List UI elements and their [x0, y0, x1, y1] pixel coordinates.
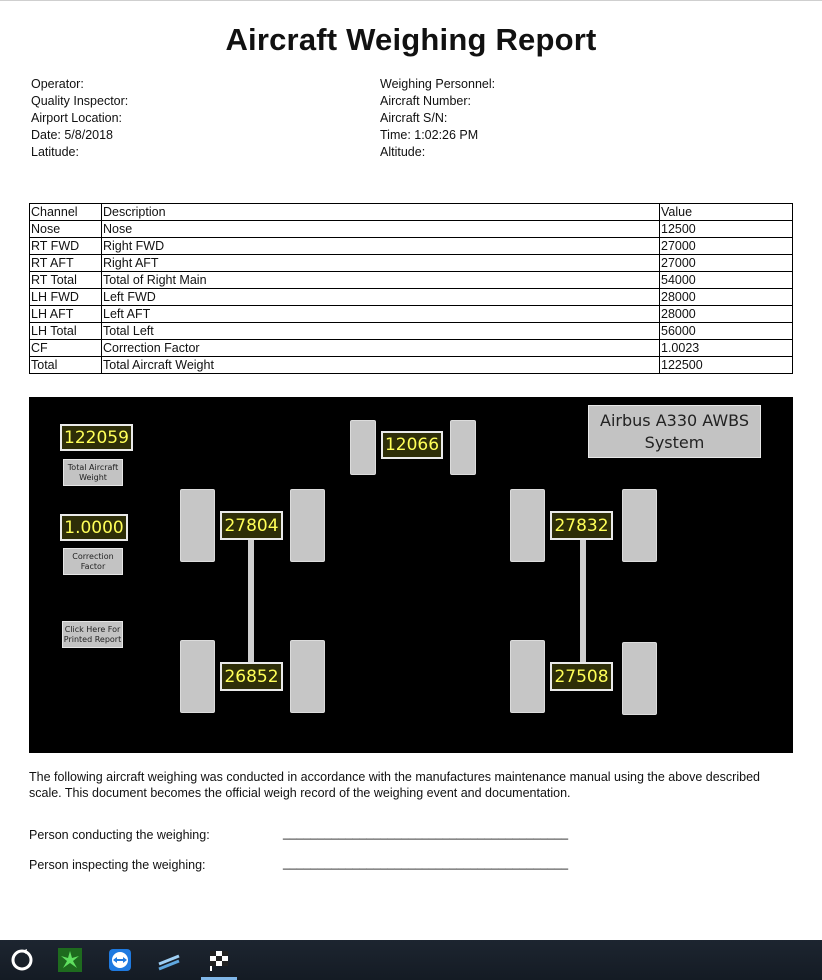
- cell-value: 122500: [660, 357, 793, 374]
- left-fwd-display: 27804: [220, 511, 283, 540]
- table-row: [30, 238, 793, 255]
- table-row: [30, 255, 793, 272]
- cell-channel: RT AFT: [30, 255, 102, 272]
- weights-table: [29, 203, 793, 374]
- aircraft-sn-field: Aircraft S/N:: [380, 111, 448, 125]
- person-conducting-label: Person conducting the weighing:: [29, 828, 210, 842]
- print-label-1: Click Here For: [64, 624, 121, 634]
- header-channel: Channel: [30, 204, 102, 221]
- cell-description: Correction Factor: [102, 340, 660, 357]
- cell-description: Total Left: [102, 323, 660, 340]
- quality-inspector-field: Quality Inspector:: [31, 94, 129, 108]
- correction-factor-button[interactable]: [63, 548, 123, 575]
- correction-factor-display: 1.0000: [60, 514, 128, 541]
- model-line-1: Airbus A330 AWBS: [600, 411, 749, 430]
- cell-channel: RT Total: [30, 272, 102, 289]
- weighing-personnel-field: Weighing Personnel:: [380, 77, 496, 91]
- cell-description: Nose: [102, 221, 660, 238]
- person-inspecting-signature-line: _________________________________________: [283, 856, 569, 870]
- info-right: [380, 76, 495, 161]
- total-weight-button[interactable]: [63, 459, 123, 486]
- table-row: [30, 306, 793, 323]
- refresh-icon[interactable]: [10, 948, 34, 972]
- cell-channel: CF: [30, 340, 102, 357]
- cell-description: Total Aircraft Weight: [102, 357, 660, 374]
- cell-value: 28000: [660, 289, 793, 306]
- right-fwd-display: 27832: [550, 511, 613, 540]
- left-fwd-wheel-inner: [290, 489, 325, 562]
- scale-app-icon[interactable]: [157, 948, 181, 972]
- cell-channel: Total: [30, 357, 102, 374]
- table-row: [30, 340, 793, 357]
- cell-value: 54000: [660, 272, 793, 289]
- leaf-app-icon[interactable]: [58, 948, 82, 972]
- time-field: Time: 1:02:26 PM: [380, 128, 479, 142]
- correction-label-1: Correction: [72, 551, 114, 561]
- table-row: [30, 221, 793, 238]
- cell-value: 27000: [660, 238, 793, 255]
- correction-label-2: Factor: [80, 561, 106, 571]
- cell-channel: LH Total: [30, 323, 102, 340]
- taskbar: [0, 940, 822, 980]
- right-aft-display: 27508: [550, 662, 613, 691]
- cell-description: Right FWD: [102, 238, 660, 255]
- table-header-row: [30, 204, 793, 221]
- table-row: [30, 323, 793, 340]
- aircraft-model-label: [588, 405, 761, 458]
- nose-wheel-right: [450, 420, 476, 475]
- info-left: [31, 76, 128, 161]
- left-gear-strut: [248, 537, 254, 665]
- cell-value: 1.0023: [660, 340, 793, 357]
- cell-value: 12500: [660, 221, 793, 238]
- date-field: Date: 5/8/2018: [31, 128, 114, 142]
- weighing-panel: [29, 397, 793, 753]
- left-aft-wheel-outer: [180, 640, 215, 713]
- table-row: [30, 289, 793, 306]
- airport-location-field: Airport Location:: [31, 111, 123, 125]
- cell-description: Left FWD: [102, 289, 660, 306]
- total-weight-label-2: Weight: [79, 472, 107, 482]
- right-aft-wheel-inner: [510, 640, 545, 713]
- cell-description: Left AFT: [102, 306, 660, 323]
- nose-wheel-left: [350, 420, 376, 475]
- right-fwd-wheel-outer: [622, 489, 657, 562]
- header-value: Value: [660, 204, 793, 221]
- total-weight-label-1: Total Aircraft: [67, 462, 119, 472]
- cell-channel: LH AFT: [30, 306, 102, 323]
- cell-value: 27000: [660, 255, 793, 272]
- cell-description: Total of Right Main: [102, 272, 660, 289]
- printed-report-button[interactable]: [62, 621, 123, 648]
- left-fwd-wheel-outer: [180, 489, 215, 562]
- top-border: [0, 0, 822, 1]
- latitude-field: Latitude:: [31, 145, 79, 159]
- left-aft-wheel-inner: [290, 640, 325, 713]
- altitude-field: Altitude:: [380, 145, 426, 159]
- person-conducting-signature-line: _________________________________________: [283, 826, 569, 840]
- aircraft-number-field: Aircraft Number:: [380, 94, 471, 108]
- cell-value: 56000: [660, 323, 793, 340]
- nose-display: 12066: [381, 431, 443, 459]
- cell-channel: LH FWD: [30, 289, 102, 306]
- certification-statement: The following aircraft weighing was conducted in accordance with the manufactures maintenance manual using the above described scale. This document becomes the official weigh record of the weighing event and documentation.: [29, 770, 760, 800]
- operator-field: Operator:: [31, 77, 84, 91]
- right-fwd-wheel-inner: [510, 489, 545, 562]
- cell-channel: RT FWD: [30, 238, 102, 255]
- cell-description: Right AFT: [102, 255, 660, 272]
- header-description: Description: [102, 204, 660, 221]
- cell-channel: Nose: [30, 221, 102, 238]
- table-row: [30, 272, 793, 289]
- left-aft-display: 26852: [220, 662, 283, 691]
- person-inspecting-label: Person inspecting the weighing:: [29, 858, 206, 872]
- cell-value: 28000: [660, 306, 793, 323]
- total-weight-display: 122059: [60, 424, 133, 451]
- right-gear-strut: [580, 537, 586, 665]
- table-row: [30, 357, 793, 374]
- teamviewer-icon[interactable]: [108, 948, 132, 972]
- right-aft-wheel-outer: [622, 642, 657, 715]
- print-label-2: Printed Report: [63, 634, 122, 644]
- model-line-2: System: [644, 433, 705, 452]
- report-title: Aircraft Weighing Report: [225, 22, 597, 57]
- checkered-flag-icon[interactable]: [207, 948, 231, 972]
